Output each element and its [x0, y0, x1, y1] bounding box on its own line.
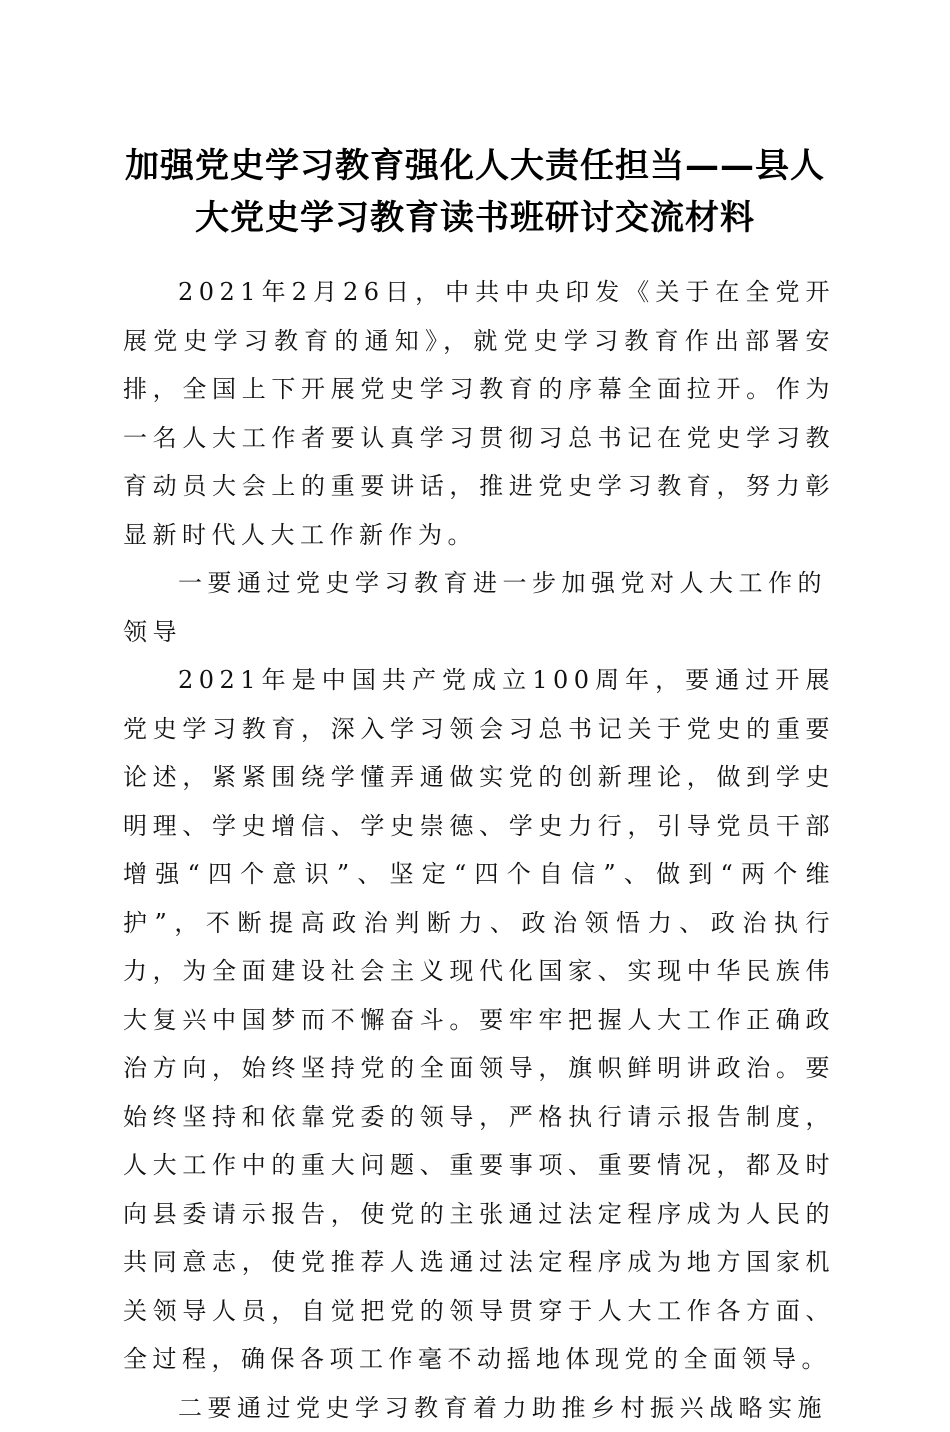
- section-heading-1: 一要通过党史学习教育进一步加强党对人大工作的领导: [123, 559, 835, 656]
- paragraph-intro: 2021年2月26日，中共中央印发《关于在全党开展党史学习教育的通知》，就党史学习教育作出部署安排，全国上下开展党史学习教育的序幕全面拉开。作为一名人大工作者要认真学习贯彻习总书记在党史学习教育动员大会上的重要讲话，推进党史学习教育，努力彰显新时代人大工作新作为。: [123, 268, 835, 559]
- document-title: 加强党史学习教育强化人大责任担当——县人大党史学习教育读书班研讨交流材料: [110, 140, 840, 244]
- document-body: [123, 268, 835, 1432]
- paragraph-section-1: 2021年是中国共产党成立100周年，要通过开展党史学习教育，深入学习领会习总书记关于党史的重要论述，紧紧围绕学懂弄通做实党的创新理论，做到学史明理、学史增信、学史崇德、学史力行，引导党员干部增强“四个意识”、坚定“四个自信”、做到“两个维护”，不断提高政治判断力、政治领悟力、政治执行力，为全面建设社会主义现代化国家、实现中华民族伟大复兴中国梦而不懈奋斗。要牢牢把握人大工作正确政治方向，始终坚持党的全面领导，旗帜鲜明讲政治。要始终坚持和依靠党委的领导，严格执行请示报告制度，人大工作中的重大问题、重要事项、重要情况，都及时向县委请示报告，使党的主张通过法定程序成为人民的共同意志，使党推荐人选通过法定程序成为地方国家机关领导人员，自觉把党的领导贯穿于人大工作各方面、全过程，确保各项工作毫不动摇地体现党的全面领导。: [123, 656, 835, 1384]
- section-heading-2: 二要通过党史学习教育着力助推乡村振兴战略实施: [123, 1384, 835, 1432]
